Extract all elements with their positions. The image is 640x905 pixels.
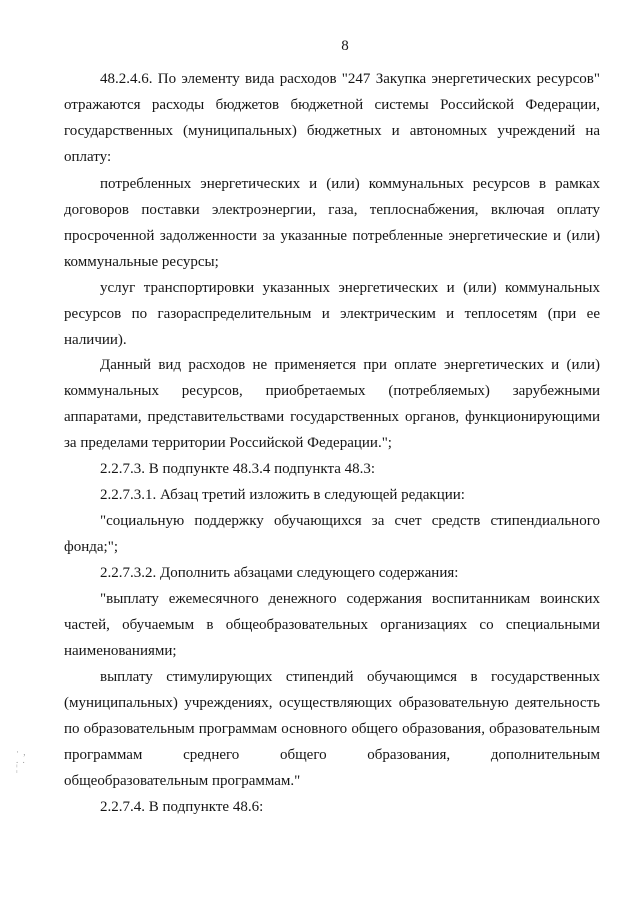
paragraph-monthly-allowance: "выплату ежемесячного денежного содержания воспитанникам воинских частей, обучаемым в общеобразовательных организациях со специальными наименованиями;: [64, 591, 600, 659]
scan-artifact: · , . . ¦: [16, 747, 27, 773]
paragraph-2-2-7-3-2: 2.2.7.3.2. Дополнить абзацами следующего содержания:: [100, 565, 459, 581]
paragraph-2-2-7-3: 2.2.7.3. В подпункте 48.3.4 подпункта 48.3:: [100, 461, 376, 477]
paragraph-consumed-resources: потребленных энергетических и (или) коммунальных ресурсов в рамках договоров поставки электроэнергии, газа, теплоснабжения, включая оплату просроченной задолженности за указанные потребленные энергетические и (или) коммунальные ресурсы;: [64, 176, 600, 270]
paragraph-transport-services: услуг транспортировки указанных энергетических и (или) коммунальных ресурсов по газораспределительным и электрическим и теплосетям (при ее наличии).: [64, 280, 600, 348]
page-number: 8: [341, 38, 349, 54]
paragraph-social-support: "социальную поддержку обучающихся за счет средств стипендиального фонда;";: [64, 513, 600, 555]
paragraph-2-2-7-3-1: 2.2.7.3.1. Абзац третий изложить в следующей редакции:: [100, 487, 465, 503]
paragraph-2-2-7-4: 2.2.7.4. В подпункте 48.6:: [100, 799, 264, 815]
paragraph-48-2-4-6: 48.2.4.6. По элементу вида расходов "247 Закупка энергетических ресурсов" отражаются расходы бюджетов бюджетной системы Российской Федерации, государственных (муниципальных) бюджетных и автономных учреждений на оплату:: [64, 71, 600, 165]
paragraph-not-applied: Данный вид расходов не применяется при оплате энергетических и (или) коммунальных ресурсов, приобретаемых (потребляемых) зарубежными аппаратами, представительствами государственных органов, функционирующими за пределами территории Российской Федерации.";: [64, 357, 600, 451]
paragraph-incentive-scholarships: выплату стимулирующих стипендий обучающимся в государственных (муниципальных) учреждениях, осуществляющих образовательную деятельность по образовательным программам основного общего образования, образовательным программам среднего общего образования, дополнительным общеобразовательным программам.": [64, 669, 600, 789]
